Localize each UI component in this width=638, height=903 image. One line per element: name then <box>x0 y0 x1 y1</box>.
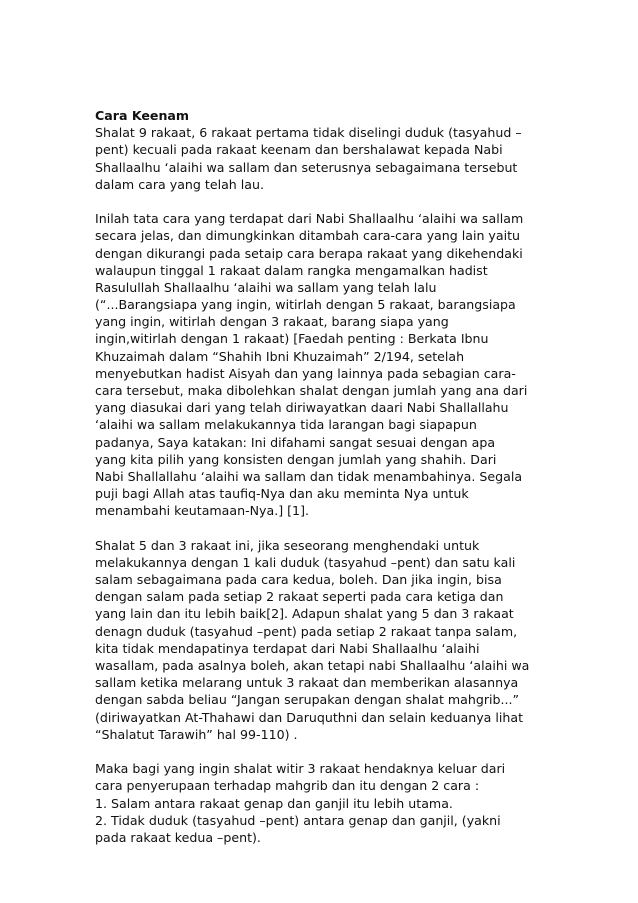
paragraph-line: dengan sabda beliau “Jangan serupakan dengan shalat mahgrib...” <box>95 692 520 708</box>
paragraph-line: pent) kecuali pada rakaat keenam dan bershalawat kepada Nabi <box>95 142 503 158</box>
paragraph-1 <box>95 124 547 193</box>
paragraph-line: cara penyerupaan terhadap mahgrib dan itu dengan 2 cara : <box>95 778 480 794</box>
paragraph-line: kita tidak mendapatinya terdapat dari Nabi Shallaalhu ‘alaihi <box>95 640 480 656</box>
document-page <box>95 107 547 846</box>
paragraph-line: menyebutkan hadist Aisyah dan yang lainnya pada sebagian cara- <box>95 365 516 381</box>
paragraph-line: wasallam, pada asalnya boleh, akan tetapi nabi Shallaalhu ‘alaihi wa <box>95 658 530 673</box>
paragraph-4 <box>95 760 547 846</box>
paragraph-line: pada rakaat kedua –pent). <box>95 829 261 845</box>
paragraph-line: Nabi Shallallahu ‘alaihi wa sallam dan tidak menambahinya. Segala <box>95 468 523 484</box>
paragraph-line: Rasulullah Shallaalhu ‘alaihi wa sallam yang telah lalu <box>95 279 437 295</box>
paragraph-line: ingin,witirlah dengan 1 rakaat) [Faedah penting : Berkata Ibnu <box>95 331 489 347</box>
paragraph-line: yang kita pilih yang konsisten dengan jumlah yang shahih. Dari <box>95 451 497 467</box>
paragraph-gap <box>95 743 547 760</box>
paragraph-line: yang lain dan itu lebih baik[2]. Adapun shalat yang 5 dan 3 rakaat <box>95 606 514 622</box>
list-item: 2. Tidak duduk (tasyahud –pent) antara genap dan ganjil, (yakni <box>95 812 501 828</box>
paragraph-line: puji bagi Allah atas taufiq-Nya dan aku meminta Nya untuk <box>95 486 469 502</box>
paragraph-line: salam sebagaimana pada cara kedua, boleh. Dan jika ingin, bisa <box>95 572 502 588</box>
paragraph-line: secara jelas, dan dimungkinkan ditambah cara-cara yang lain yaitu <box>95 228 521 244</box>
paragraph-line: Inilah tata cara yang terdapat dari Nabi Shallaalhu ‘alaihi wa sallam <box>95 211 524 227</box>
paragraph-line: Shalat 9 rakaat, 6 rakaat pertama tidak diselingi duduk (tasyahud – <box>95 125 522 141</box>
paragraph-line: padanya, Saya katakan: Ini difahami sangat sesuai dengan apa <box>95 434 496 450</box>
paragraph-line: Maka bagi yang ingin shalat witir 3 rakaat hendaknya keluar dari <box>95 761 506 777</box>
paragraph-3 <box>95 537 547 743</box>
paragraph-line: Shallaalhu ‘alaihi wa sallam dan seterusnya sebagaimana tersebut <box>95 159 518 175</box>
paragraph-gap <box>95 520 547 537</box>
paragraph-line: dalam cara yang telah lau. <box>95 176 264 192</box>
paragraph-line: denagn duduk (tasyahud –pent) pada setiap 2 rakaat tanpa salam, <box>95 623 518 639</box>
paragraph-line: cara tersebut, maka dibolehkan shalat dengan jumlah yang ana dari <box>95 383 528 398</box>
paragraph-line: yang diasukai dari yang telah diriwayatkan daari Nabi Shallallahu <box>95 400 509 416</box>
paragraph-line: walaupun tinggal 1 rakaat dalam rangka mengamalkan hadist <box>95 262 488 278</box>
paragraph-line: menambahi keutamaan-Nya.] [1]. <box>95 503 309 519</box>
paragraph-line: dengan dikurangi pada setaip cara berapa rakaat yang dikehendaki <box>95 245 523 261</box>
paragraph-line: “Shalatut Tarawih” hal 99-110) . <box>95 726 298 742</box>
section-title: Cara Keenam <box>95 108 190 123</box>
paragraph-gap <box>95 193 547 210</box>
paragraph-line: dengan salam pada setiap 2 rakaat seperti pada cara ketiga dan <box>95 589 504 605</box>
paragraph-line: sallam ketika melarang untuk 3 rakaat dan memberikan alasannya <box>95 675 519 691</box>
paragraph-line: (diriwayatkan At-Thahawi dan Daruquthni dan selain keduanya lihat <box>95 709 524 725</box>
paragraph-line: melakukannya dengan 1 kali duduk (tasyahud –pent) dan satu kali <box>95 554 516 570</box>
list-item: 1. Salam antara rakaat genap dan ganjil itu lebih utama. <box>95 795 453 811</box>
paragraph-line: yang ingin, witirlah dengan 3 rakaat, barang siapa yang <box>95 314 449 330</box>
paragraph-line: Shalat 5 dan 3 rakaat ini, jika seseorang menghendaki untuk <box>95 537 480 553</box>
paragraph-2 <box>95 210 547 519</box>
paragraph-line: (“...Barangsiapa yang ingin, witirlah dengan 5 rakaat, barangsiapa <box>95 297 516 313</box>
paragraph-line: Khuzaimah dalam “Shahih Ibni Khuzaimah” 2/194, setelah <box>95 348 465 364</box>
paragraph-line: ‘alaihi wa sallam melakukannya tida larangan bagi siapapun <box>95 417 477 433</box>
